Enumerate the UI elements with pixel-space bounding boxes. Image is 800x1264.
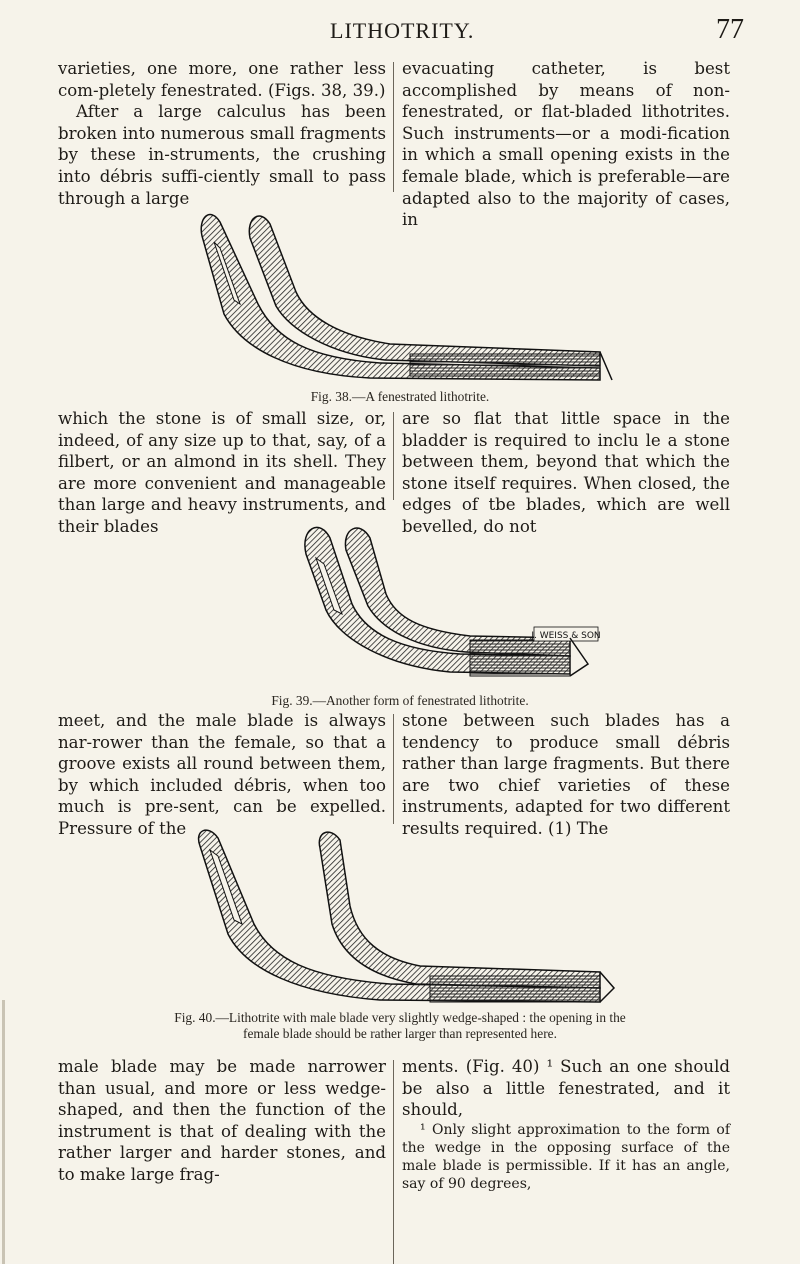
lithotrite-illustration-40 [180, 828, 620, 1006]
section1-left-column [58, 58, 386, 209]
page-number: 77 [716, 14, 744, 45]
section3-left-column [58, 710, 386, 840]
figure-40-caption-line-1: Fig. 40.—Lithotrite with male blade very slightly wedge-shaped : the opening in the [174, 1010, 626, 1025]
column-divider [393, 62, 394, 192]
footnote: ¹ Only slight approximation to the form of the wedge in the opposing surface of the male blade is permissible. If it has an angle, say of 90 degrees, [402, 1121, 730, 1192]
section1-left-paragraph-a: varieties, one more, one rather less com-pletely fenestrated. (Figs. 38, 39.) [58, 59, 386, 100]
lithotrite-illustration-38 [180, 208, 620, 383]
section4-right-column [402, 1056, 730, 1193]
running-title: LITHOTRITY. [330, 18, 475, 43]
section4-left-column [58, 1056, 386, 1186]
section3-right-paragraph: stone between such blades has a tendency to produce small débris rather than large fragments. But there are two chief varieties of these instruments, adapted for two different results required. (1) The [402, 711, 730, 838]
figure-38-caption: Fig. 38.—A fenestrated lithotrite. [310, 389, 490, 404]
section1-right-column [402, 58, 730, 231]
section2-right-paragraph: are so flat that little space in the bladder is required to inclu le a stone between them, beyond that which the stone itself requires. When closed, the edges of tbe blades, which are well bevelled, do not [402, 409, 730, 536]
section1-right-paragraph: evacuating catheter, is best accomplished by means of non-fenestrated, or flat-bladed lithotrites. Such instruments—or a modi-fication in which a small opening exists in the female blade, which is preferable—are adapted also to the majority of cases, in [402, 59, 730, 230]
section4-right-paragraph: ments. (Fig. 40) ¹ Such an one should be also a little fenestrated, and it should, [402, 1057, 730, 1120]
lithotrite-illustration-39 [270, 514, 600, 684]
section4-left-paragraph: male blade may be made narrower than usual, and more or less wedge-shaped, and then the function of the instrument is that of dealing with the rather larger and harder stones, and to make large frag- [58, 1057, 386, 1184]
section2-left-paragraph: which the stone is of small size, or, indeed, of any size up to that, say, of a filbert, or an almond in its shell. They are more convenient and manageable than large and heavy instruments, and their blades [58, 409, 386, 536]
column-divider [393, 714, 394, 824]
figure-38 [180, 208, 620, 383]
section3-left-paragraph: meet, and the male blade is always nar-rower than the female, so that a groove exists all round between them, by which included débris, when too much is pre-sent, can be expelled. Pressure of the [58, 711, 386, 838]
column-divider [393, 412, 394, 500]
section1-left-paragraph-b: After a large calculus has been broken into numerous small fragments by these in-struments, the crushing into débris suffi-ciently small to pass through a large [58, 102, 386, 208]
maker-mark: J. WEISS & SON [531, 631, 600, 641]
figure-39 [270, 514, 600, 684]
figure-40 [180, 828, 620, 1006]
page-header [0, 12, 800, 52]
figure-40-caption-line-2: female blade should be rather larger than represented here. [243, 1026, 557, 1041]
binding-edge-shadow [2, 1000, 5, 1264]
section3-right-column [402, 710, 730, 840]
column-divider [393, 1060, 394, 1264]
figure-40-caption [40, 1010, 760, 1042]
figure-39-caption: Fig. 39.—Another form of fenestrated lithotrite. [271, 693, 529, 708]
